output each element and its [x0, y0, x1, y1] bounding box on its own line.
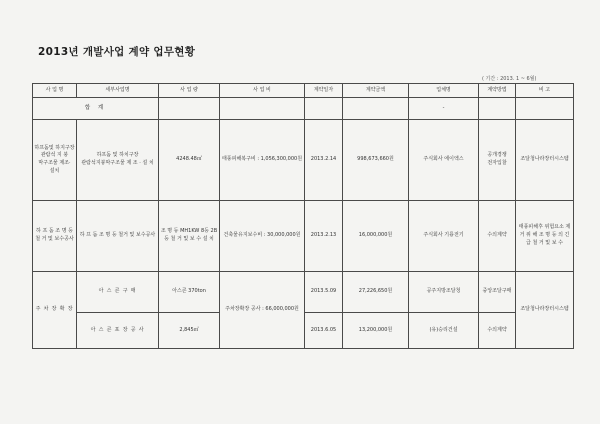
summary-cell: [479, 98, 516, 120]
company-name: 주식회사 기륭전기: [409, 201, 479, 272]
contract-method: 공개경쟁 전자입찰: [479, 120, 516, 201]
summary-cell: [305, 98, 343, 120]
note: 조달청나라장터시스템: [516, 272, 574, 349]
period-label: ( 기간 : 2013. 1 ~ 6월): [482, 76, 537, 82]
project-cost: 태풍피해복구비 : 1,056,300,000원: [220, 120, 305, 201]
contract-amount: 998,673,660원: [343, 120, 409, 201]
header-contract-amount: 계약금액: [343, 84, 409, 98]
table-row: [33, 272, 574, 313]
header-detail-name: 세부사업명: [77, 84, 159, 98]
summary-row: [33, 98, 574, 120]
contract-method: 수의계약: [479, 313, 516, 349]
header-note: 비 고: [516, 84, 574, 98]
summary-mark: -: [409, 98, 479, 120]
quantity: 2,845㎡: [159, 313, 220, 349]
contract-method: 수의계약: [479, 201, 516, 272]
contract-method: 중앙조달구매: [479, 272, 516, 313]
header-project-name: 사 업 명: [33, 84, 77, 98]
header-contract-date: 계약일자: [305, 84, 343, 98]
contract-date: 2013.2.13: [305, 201, 343, 272]
summary-label: 합 계: [33, 98, 159, 120]
project-name: 하프돔및 하지구장 관람석 지 붕 막구조물 제조·설치: [33, 120, 77, 201]
project-name: 하 프 돔 조 명 등 철 거 및 보수공사: [33, 201, 77, 272]
header-quantity: 사 업 량: [159, 84, 220, 98]
company-name: 공주지방조달청: [409, 272, 479, 313]
summary-cell: [159, 98, 220, 120]
quantity: 4248.48㎡: [159, 120, 220, 201]
summary-cell: [516, 98, 574, 120]
quantity: 아스콘 370ton: [159, 272, 220, 313]
header-contract-method: 계약방법: [479, 84, 516, 98]
detail-name: 아 스 콘 구 매: [77, 272, 159, 313]
project-name: 주 차 장 확 장: [33, 272, 77, 349]
header-row: [33, 84, 574, 98]
header-cost: 사 업 비: [220, 84, 305, 98]
summary-cell: [220, 98, 305, 120]
note: 태풍피해후 위험요소 제 거 위 해 조 명 등 의 긴 급 철 거 및 보 수: [516, 201, 574, 272]
contract-amount: 13,200,000원: [343, 313, 409, 349]
summary-cell: [343, 98, 409, 120]
detail-name: 하프돔 및 하치구장 관람석지붕막구조물 제 조 · 설 치: [77, 120, 159, 201]
company-name: (유)승리건설: [409, 313, 479, 349]
contract-date: 2013.6.05: [305, 313, 343, 349]
project-cost: 주차장확장 공사 : 66,000,000원: [220, 272, 305, 349]
document-title: 2013년 개발사업 계약 업무현황: [38, 46, 196, 58]
contract-date: 2013.2.14: [305, 120, 343, 201]
header-company: 업체명: [409, 84, 479, 98]
table-row: [33, 201, 574, 272]
detail-name: 아 스 콘 포 장 공 사: [77, 313, 159, 349]
note: 조달청나라장터시스템: [516, 120, 574, 201]
table-row: [33, 120, 574, 201]
contract-date: 2013.5.09: [305, 272, 343, 313]
detail-name: 하 프 돔 조 명 등 철거 및 보수공사: [77, 201, 159, 272]
contract-amount: 16,000,000원: [343, 201, 409, 272]
contract-amount: 27,226,650원: [343, 272, 409, 313]
project-cost: 건축물유지보수비 : 30,000,000원: [220, 201, 305, 272]
quantity: 조 명 등 MH1KW 8등 2B 등 철 거 및 보 수 설 치: [159, 201, 220, 272]
contract-table: [32, 83, 574, 349]
company-name: 주식회사 에이엑스: [409, 120, 479, 201]
